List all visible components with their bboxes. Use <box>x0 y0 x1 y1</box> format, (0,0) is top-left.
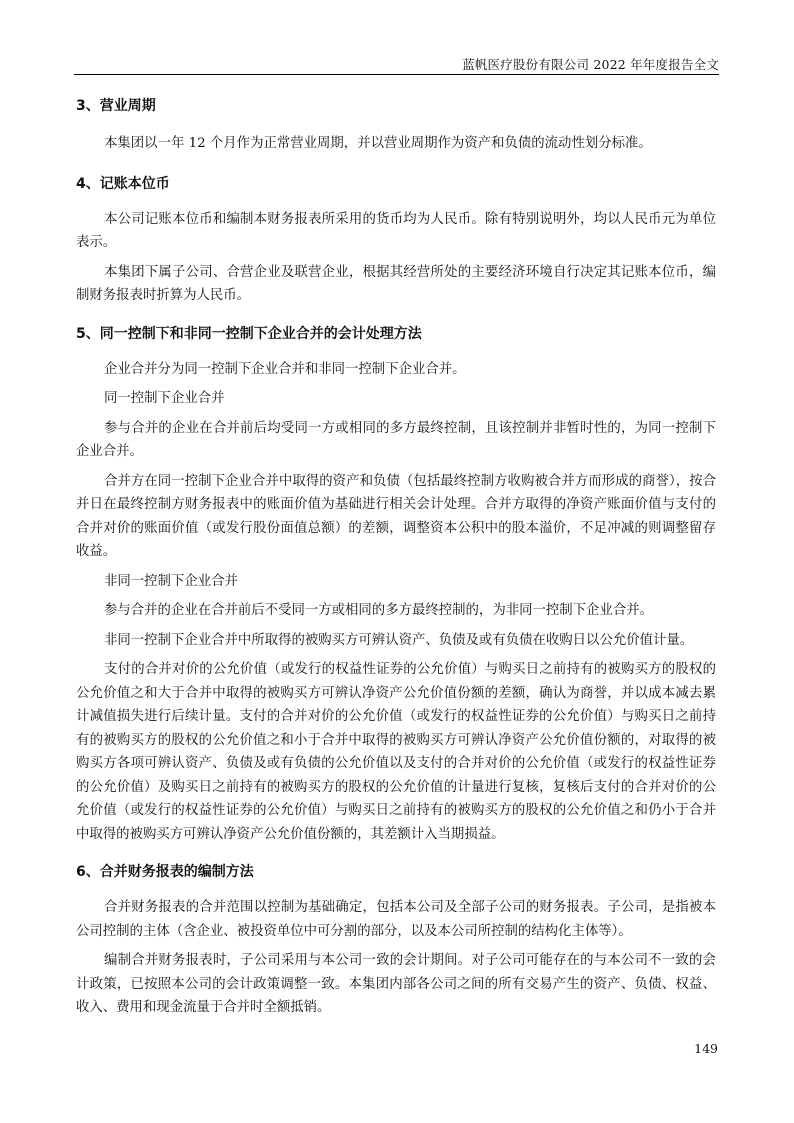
paragraph: 合并财务报表的合并范围以控制为基础确定，包括本公司及全部子公司的财务报表。子公司，是指被本公司控制的主体（含企业、被投资单位中可分割的部分，以及本公司所控制的结构化主体等）。 <box>76 900 716 939</box>
subheading-non-common-control: 非同一控制下企业合并 <box>104 573 238 589</box>
header-title: 蓝帆医疗股份有限公司 2022 年年度报告全文 <box>462 57 719 72</box>
paragraph: 参与合并的企业在合并前后不受同一方或相同的多方最终控制的，为非同一控制下企业合并。 <box>104 603 654 618</box>
section-heading-consolidation: 6、合并财务报表的编制方法 <box>76 864 254 880</box>
section-heading-business-combination: 5、同一控制下和非同一控制下企业合并的会计处理方法 <box>76 325 422 342</box>
paragraph: 合并方在同一控制下企业合并中取得的资产和负债（包括最终控制方收购被合并方而形成的商誉），按合并日在最终控制方财务报表中的账面价值为基础进行相关会计处理。合并方取得的净资产账面价值与支付的合并对价的账面价值（或发行股份面值总额）的差额，调整资本公积中的股本溢价，不足冲减的则调整留存收益。 <box>76 473 716 559</box>
page-content <box>76 94 716 1020</box>
subheading-common-control: 同一控制下企业合并 <box>104 391 225 406</box>
paragraph: 本集团以一年 12 个月作为正常营业周期，并以营业周期作为资产和负债的流动性划分标准。 <box>104 136 652 151</box>
paragraph: 非同一控制下企业合并中所取得的被购买方可辨认资产、负债及或有负债在收购日以公允价值计量。 <box>104 632 694 648</box>
paragraph: 本公司记账本位币和编制本财务报表所采用的货币均为人民币。除有特别说明外，均以人民币元为单位表示。 <box>76 211 716 250</box>
section-heading-functional-currency: 4、记账本位币 <box>76 175 170 192</box>
page-number: 149 <box>694 1041 718 1056</box>
paragraph: 支付的合并对价的公允价值（或发行的权益性证券的公允价值）与购买日之前持有的被购买方的股权的公允价值之和大于合并中取得的被购买方可辨认净资产公允价值份额的差额，确认为商誉，并以成本减去累计减值损失进行后续计量。支付的合并对价的公允价值（或发行的权益性证券的公允价值）与购买日之前持有的被购买方的股权的公允价值之和小于合并中取得的被购买方可辨认净资产公允价值份额的，对取得的被购买方各项可辨认资产、负债及或有负债的公允价值以及支付的合并对价的公允价值（或发行的权益性证券的公允价值）及购买日之前持有的被购买方的股权的公允价值的计量进行复核，复核后支付的合并对价的公允价值（或发行的权益性证券的公允价值）与购买日之前持有的被购买方的股权的公允价值之和仍小于合并中取得的被购买方可辨认净资产公允价值份额的，其差额计入当期损益。 <box>76 662 716 842</box>
paragraph: 编制合并财务报表时，子公司采用与本公司一致的会计期间。对子公司可能存在的与本公司不一致的会计政策，已按照本公司的会计政策调整一致。本集团内部各公司之间的所有交易产生的资产、负债、权益、收入、费用和现金流量于合并时全额抵销。 <box>76 953 716 1015</box>
paragraph: 参与合并的企业在合并前后均受同一方或相同的多方最终控制，且该控制并非暂时性的，为同一控制下企业合并。 <box>76 420 716 459</box>
page-header <box>74 52 719 75</box>
paragraph: 企业合并分为同一控制下企业合并和非同一控制下企业合并。 <box>104 361 466 377</box>
section-heading-business-cycle: 3、营业周期 <box>76 98 156 114</box>
paragraph: 本集团下属子公司、合营企业及联营企业，根据其经营所处的主要经济环境自行决定其记账本位币，编制财务报表时折算为人民币。 <box>76 264 716 303</box>
